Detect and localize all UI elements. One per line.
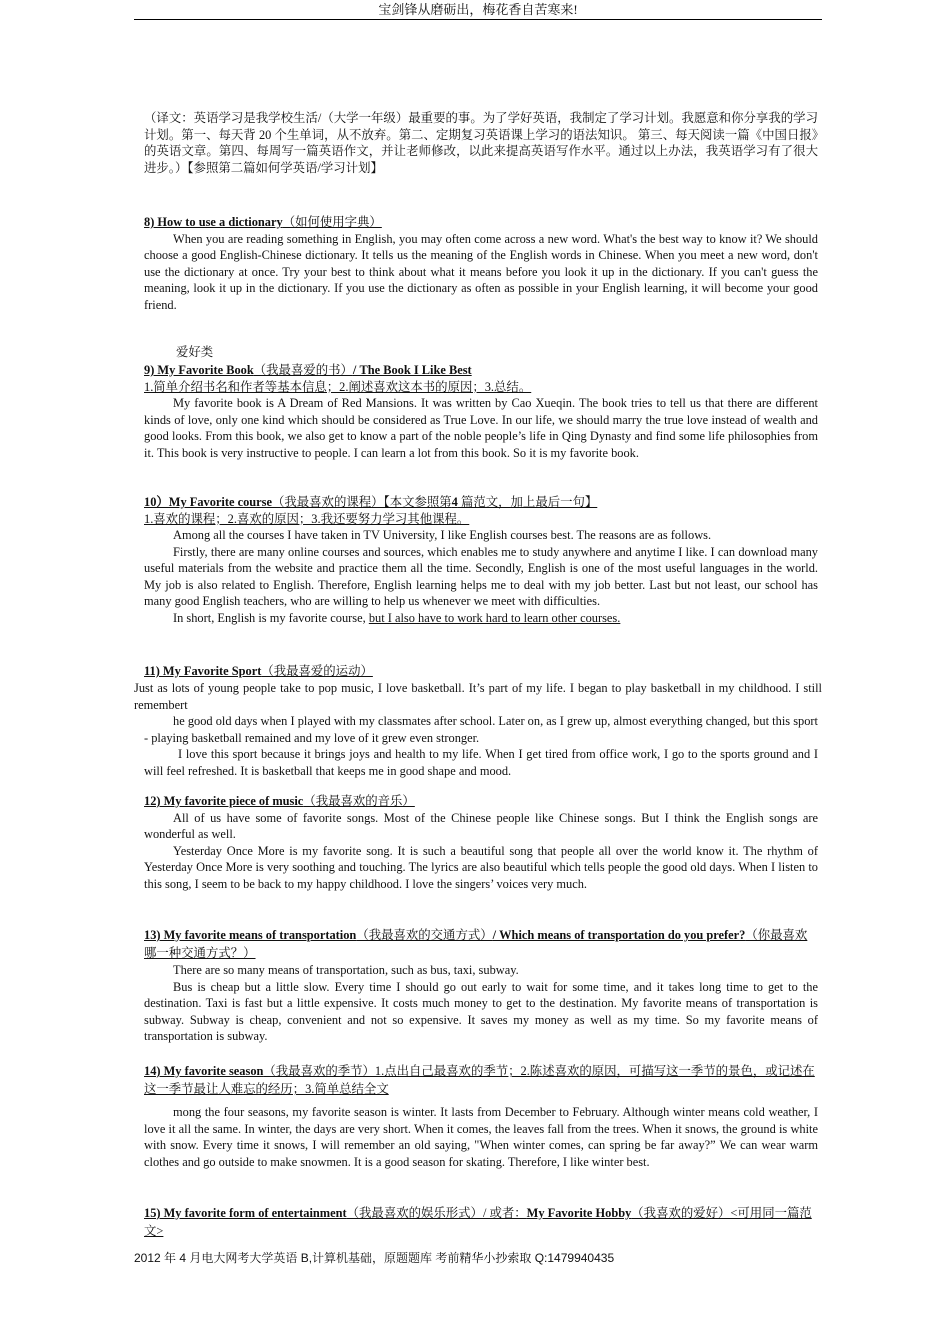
essay-9-title: 9) My Favorite Book（我最喜爱的书）/ The Book I Like Best	[144, 363, 472, 377]
essay-10-p1: Among all the courses I have taken in TV University, I like English courses best. The reasons are as follows.	[173, 528, 712, 542]
essay-8	[144, 214, 818, 313]
essay-9-body: My favorite book is A Dream of Red Mansions. It was written by Cao Xueqin. The book tries to tell us that there are different kinds of love, only one kind which should be considered as True Love. In our life, we should marry the true love instead of wealth and good looks. From this book, we also get to know a part of the noble people’s life in Qing Dynasty and find some life philosophies from it. This book is very instructive to people. I can learn a lot from this book. So it is my favorite book.	[144, 396, 818, 460]
essay-11-title: 11) My Favorite Sport（我最喜爱的运动）	[144, 664, 373, 678]
essay-8-title: 8) How to use a dictionary（如何使用字典）	[144, 215, 382, 229]
essay-10	[144, 494, 818, 626]
essay-12-title: 12) My favorite piece of music（我最喜欢的音乐）	[144, 794, 415, 808]
essay-14	[144, 1062, 818, 1170]
essay-10-p3: In short, English is my favorite course, but I also have to work hard to learn other courses.	[173, 610, 621, 625]
page-footer: 2012 年 4 月电大网考大学英语 B,计算机基础，原题题库 考前精华小抄索取 Q:1479940435	[134, 1251, 615, 1265]
essay-13-p1: There are so many means of transportation, such as bus, taxi, subway.	[173, 963, 519, 977]
essay-14-body: mong the four seasons, my favorite season is winter. It lasts from December to February. Although winter means cold weather, I love it all the same. In winter, the days are very short. When it comes, the leaves fall from the trees. When it snows, the ground is white with snow. Every time it snows, I will remember an old saying, "When winter comes, can spring be far away?” We can wear warm clothes and go outside to make snowmen. It is a good season for skating. Therefore, I like winter best.	[144, 1105, 818, 1169]
translation-paragraph	[144, 110, 818, 176]
essay-14-title: 14) My favorite season（我最喜欢的季节）1.点出自己最喜欢的季节；2.陈述喜欢的原因，可描写这一季节的景色，或记述在这一季节最让人难忘的经历；3.简单总结全文	[144, 1064, 815, 1096]
essay-11-title-block	[144, 663, 818, 680]
category-label: 爱好类	[176, 345, 214, 359]
page-header: 宝剑锋从磨砺出，梅花香自苦寒来!	[134, 0, 822, 20]
essay-11-p1-block	[134, 680, 822, 713]
essay-15	[144, 1204, 818, 1240]
essay-10-p2: Firstly, there are many online courses and sources, which enables me to study anywhere and anytime I like. I can download many useful materials from the website and practice them all the time. Secondly, English is one of the most useful languages in the world. My job is also related to English. Therefore, English learning helps me to deal with my job better. Last but not least, our school has many good English teachers, who are willing to help us whenever we meet with difficulties.	[144, 544, 818, 608]
essay-13	[144, 926, 818, 1045]
essay-12	[144, 793, 818, 892]
essay-9	[144, 362, 818, 461]
essay-9-outline: 1.简单介绍书名和作者等基本信息；2.阐述喜欢这本书的原因；3.总结。	[144, 379, 532, 394]
essay-11-p2: he good old days when I played with my classmates after school. Later on, as I grew up, almost everything changed, but this sport - playing basketball remained and my love of it grew even stronger.	[144, 714, 818, 745]
translation-text: （译文：英语学习是我学校生活/（大学一年级）最重要的事。为了学好英语，我制定了学习计划。我愿意和你分享我的学习计划。第一、每天背 20 个生单词，从不放弃。第二、定期复习英语课上学习的语法知识。 第三、每天阅读一篇《中国日报》的英语文章。第四、每周写一篇英语作文，并让老师修改，以此来提高英语写作水平。通过以上办法，我英语学习有了很大进步。）【参照第二篇如何学英语/学习计划】	[144, 111, 818, 175]
essay-12-p1: All of us have some of favorite songs. Most of the Chinese people like Chinese songs. But I think the English songs are wonderful as well.	[144, 810, 818, 841]
essay-8-body: When you are reading something in English, you may often come across a new word. What's the best way to know it? We should choose a good English-Chinese dictionary. It tells us the meaning of the English words in Chinese. When you meet a new word, don't use the dictionary at once. Try your best to think about what it means before you look it up in the dictionary. If you can't guess the meaning, look it up in the dictionary. If you use the dictionary as often as possible in your English learning, it will become your good friend.	[144, 231, 818, 312]
essay-11-p1: Just as lots of young people take to pop music, I love basketball. It’s part of my life. I began to play basketball in my childhood. I still remembert	[134, 681, 822, 712]
essay-13-p2: Bus is cheap but a little slow. Every time I should go out early to wait for some time, and it takes long time to get to the destination. Taxi is fast but a little expensive. It costs much money to get to the destination. My favorite means of transportation is subway. Subway is cheap, convenient and not so expensive. It saves my money as well as my time. So my favorite means of transportation is subway.	[144, 979, 818, 1043]
essay-10-title: 10）My Favorite course（我最喜欢的课程）【本文参照第4 篇范文，加上最后一句】	[144, 495, 598, 509]
essay-15-title: 15) My favorite form of entertainment（我最喜欢的娱乐形式）/ 或者：My Favorite Hobby（我喜欢的爱好）<可用同一篇范文>	[144, 1206, 812, 1238]
essay-10-outline: 1.喜欢的课程；2.喜欢的原因；3.我还要努力学习其他课程。	[144, 511, 470, 526]
essay-11-p3: I love this sport because it brings joys and health to my life. When I get tired from office work, I go to the sports ground and I will feel refreshed. It is basketball that keeps me in good shape and mood.	[144, 747, 818, 778]
essay-12-p2: Yesterday Once More is my favorite song. It is such a beautiful song that people all over the world know it. The rhythm of Yesterday Once More is very soothing and touching. The lyrics are also beautiful which tells people the good old days. When I listen to this song, I seem to be back to my happy childhood. I love the singers’ voices very much.	[144, 843, 818, 891]
essay-11-rest	[144, 713, 818, 779]
essay-13-title: 13) My favorite means of transportation（我最喜欢的交通方式）/ Which means of transportation do you prefer?（你最喜欢哪一种交通方式？）	[144, 928, 808, 960]
